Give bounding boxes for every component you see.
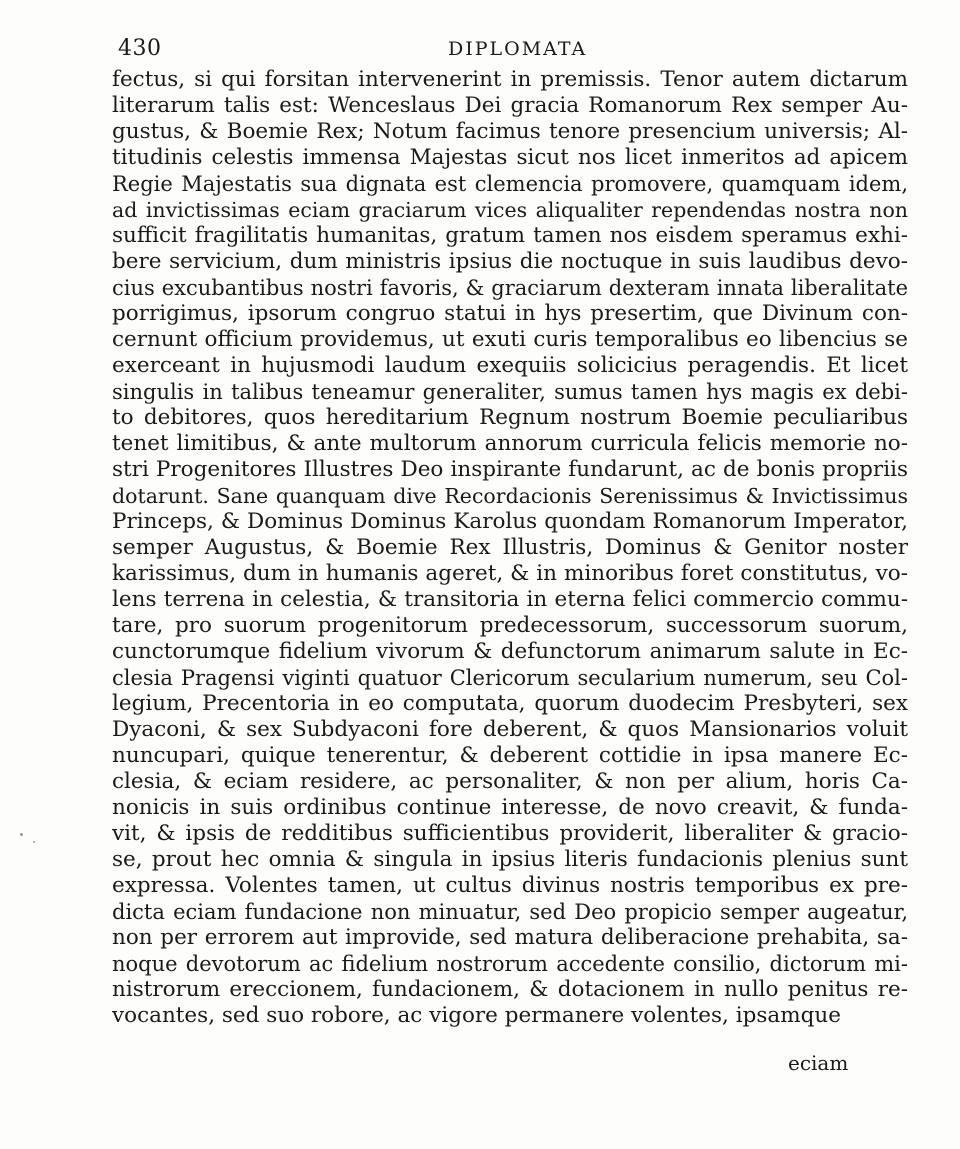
text-line: dotarunt. Sane quanquam dive Recordacionis Serenissimus & Invictissimus — [112, 484, 908, 508]
text-line: tare, pro suorum progenitorum predecessorum, successorum suorum, — [112, 613, 908, 638]
body-text — [112, 67, 908, 1029]
text-line: literarum talis est: Wenceslaus Dei gracia Romanorum Rex semper Au- — [112, 93, 908, 118]
text-line: to debitores, quos hereditarium Regnum nostrum Boemie peculiaribus — [112, 405, 908, 430]
text-line: se, prout hec omnia & singula in ipsius literis fundacionis plenius sunt — [112, 847, 908, 872]
scan-speck — [20, 833, 23, 836]
text-line: ad invictissimas eciam graciarum vices aliqualiter rependendas nostra non — [112, 198, 908, 222]
text-line: noque devotorum ac fidelium nostrorum accedente consilio, dictorum mi- — [112, 952, 908, 976]
text-line: cernunt officium providemus, ut exuti curis temporalibus eo libencius se — [112, 327, 908, 352]
page-number: 430 — [118, 36, 162, 61]
text-line: Dyaconi, & sex Subdyaconi fore deberent, & quos Mansionarios voluit — [112, 717, 908, 742]
text-line: vocantes, sed suo robore, ac vigore permanere volentes, ipsamque — [112, 1003, 841, 1028]
text-line: expressa. Volentes tamen, ut cultus divinus nostris temporibus ex pre- — [112, 873, 908, 898]
text-line: Princeps, & Dominus Dominus Karolus quondam Romanorum Imperator, — [112, 509, 908, 534]
text-line: dicta eciam fundacione non minuatur, sed Deo propicio semper augeatur, — [112, 900, 908, 924]
running-title: DIPLOMATA — [448, 38, 588, 60]
text-line: bere servicium, dum ministris ipsius die noctuque in suis laudibus devo- — [112, 249, 908, 274]
text-line: stri Progenitores Illustres Deo inspirante fundarunt, ac de bonis propriis — [112, 457, 908, 482]
catchword: eciam — [788, 1051, 849, 1075]
text-line: semper Augustus, & Boemie Rex Illustris, Dominus & Genitor noster — [112, 535, 908, 560]
text-line: exerceant in hujusmodi laudum exequiis solicicius peragendis. Et licet — [112, 353, 908, 378]
text-line: nistrorum ereccionem, fundacionem, & dotacionem in nullo penitus re- — [112, 977, 908, 1002]
text-line: nonicis in suis ordinibus continue interesse, de novo creavit, & funda- — [112, 795, 908, 820]
scan-speck — [33, 841, 35, 843]
text-line: legium, Precentoria in eo computata, quorum duodecim Presbyteri, sex — [112, 691, 908, 716]
text-line: fectus, si qui forsitan intervenerint in premissis. Tenor autem dictarum — [112, 67, 908, 92]
text-line: singulis in talibus teneamur generaliter, sumus tamen hys magis ex debi- — [112, 380, 908, 404]
text-line: non per errorem aut improvide, sed matura deliberacione prehabita, sa- — [112, 925, 908, 950]
text-line: clesia Pragensi viginti quatuor Clericorum secularium numerum, seu Col- — [112, 666, 908, 690]
text-line: tenet limitibus, & ante multorum annorum curricula felicis memorie no- — [112, 431, 908, 456]
text-line: karissimus, dum in humanis ageret, & in minoribus foret constitutus, vo- — [112, 561, 908, 586]
text-line: sufficit fragilitatis humanitas, gratum tamen nos eisdem speramus exhi- — [112, 223, 908, 248]
text-line: cunctorumque fidelium vivorum & defunctorum animarum salute in Ec- — [112, 639, 908, 664]
text-line: porrigimus, ipsorum congruo statui in hys presertim, que Divinum con- — [112, 301, 908, 326]
text-line: nuncupari, quique tenerentur, & deberent cottidie in ipsa manere Ec- — [112, 743, 908, 768]
text-line: titudinis celestis immensa Majestas sicut nos licet inmeritos ad apicem — [112, 145, 908, 170]
text-line: clesia, & eciam residere, ac personaliter, & non per alium, horis Ca- — [112, 769, 908, 794]
text-line: vit, & ipsis de redditibus sufficientibus providerit, liberaliter & gracio- — [112, 821, 908, 846]
text-line: gustus, & Boemie Rex; Notum facimus tenore presencium universis; Al- — [112, 119, 908, 144]
text-line: cius excubantibus nostri favoris, & graciarum dexteram innata liberalitate — [112, 276, 908, 300]
page-header — [110, 36, 910, 66]
text-line: lens terrena in celestia, & transitoria in eterna felici commercio commu- — [112, 587, 908, 612]
text-line: Regie Majestatis sua dignata est clemencia promovere, quamquam idem, — [112, 172, 908, 196]
